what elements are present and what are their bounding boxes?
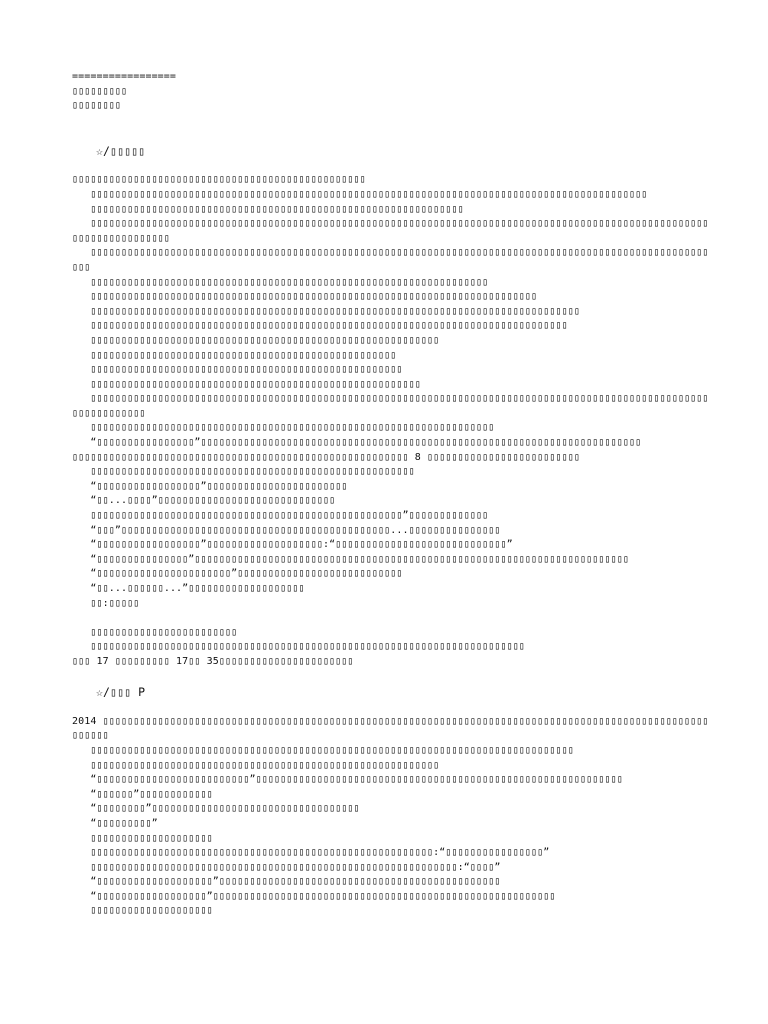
text-line: “▯▯▯▯▯▯▯▯▯▯▯▯▯▯▯▯▯▯”▯▯▯▯▯▯▯▯▯▯▯▯▯▯▯▯▯▯▯▯▯▯▯▯▯▯▯▯▯▯▯▯▯▯▯▯▯▯▯▯▯▯▯▯▯▯▯▯▯▯▯▯▯▯▯▯ — [72, 890, 556, 902]
text-line: ▯▯▯▯▯▯▯▯▯▯▯▯▯▯▯▯▯▯▯▯▯▯▯▯▯▯▯▯▯▯▯▯▯▯▯▯▯▯▯▯▯▯▯▯▯▯▯▯▯▯▯▯▯▯▯▯▯▯▯▯▯▯▯▯▯▯▯▯▯▯▯▯▯▯▯▯▯▯▯▯▯▯▯▯▯▯▯▯▯▯▯▯▯▯▯▯▯▯▯▯▯▯▯▯▯▯▯▯▯▯▯▯▯ — [72, 393, 709, 419]
text-line: “▯▯▯”▯▯▯▯▯▯▯▯▯▯▯▯▯▯▯▯▯▯▯▯▯▯▯▯▯▯▯▯▯▯▯▯▯▯▯▯▯▯▯▯▯▯▯▯...▯▯▯▯▯▯▯▯▯▯▯▯▯▯▯ — [72, 524, 501, 536]
text-line: “▯▯▯▯▯▯▯▯▯▯▯▯▯▯▯▯”▯▯▯▯▯▯▯▯▯▯▯▯▯▯▯▯▯▯▯▯▯▯▯▯▯▯▯▯▯▯▯▯▯▯▯▯▯▯▯▯▯▯▯▯▯▯▯▯▯▯▯▯▯▯▯▯▯▯▯▯▯▯▯▯▯▯▯▯▯▯▯▯ — [72, 437, 642, 449]
document-body — [72, 70, 712, 919]
text-line: ▯▯▯▯▯▯▯▯▯▯▯▯▯▯▯▯▯▯▯▯ — [72, 832, 213, 844]
text-line: ▯▯▯▯▯▯▯▯▯▯▯▯▯▯▯▯▯▯▯▯▯▯▯▯▯▯▯▯▯▯▯▯▯▯▯▯▯▯▯▯▯▯▯▯▯▯▯▯▯▯▯▯▯▯▯▯▯▯▯▯:“▯▯▯▯” — [72, 861, 501, 873]
blank-line — [72, 700, 712, 715]
text-line: ▯▯▯▯▯▯▯▯▯▯▯▯▯▯▯▯▯▯▯▯▯▯▯▯▯▯▯▯▯▯▯▯▯▯▯▯▯▯▯▯▯▯▯▯▯▯▯▯ — [72, 174, 366, 186]
text-line: ▯▯▯▯▯▯▯▯▯ — [72, 85, 128, 97]
text-line: ▯▯▯▯▯▯▯▯▯▯▯▯▯▯▯▯▯▯▯▯▯▯▯▯▯▯▯▯▯▯▯▯▯▯▯▯▯▯▯▯▯▯▯▯▯▯▯▯▯▯▯▯▯▯▯▯:“▯▯▯▯▯▯▯▯▯▯▯▯▯▯▯▯” — [72, 847, 550, 859]
text-line: ================= — [72, 71, 177, 82]
text-line: ▯▯▯ 17 ▯▯▯▯▯▯▯▯▯ 17▯▯ 35▯▯▯▯▯▯▯▯▯▯▯▯▯▯▯▯▯▯▯▯▯▯ — [72, 655, 354, 667]
text-line: ▯▯▯▯▯▯▯▯▯▯▯▯▯▯▯▯▯▯▯▯▯▯▯▯▯▯▯▯▯▯▯▯▯▯▯▯▯▯▯▯▯▯▯▯▯▯▯▯▯▯▯▯▯▯▯ 8 ▯▯▯▯▯▯▯▯▯▯▯▯▯▯▯▯▯▯▯▯▯▯▯▯▯ — [72, 451, 581, 463]
section-heading: ☆/▯▯▯ P — [96, 685, 146, 700]
text-line: ▯▯▯▯▯▯▯▯▯▯▯▯▯▯▯▯▯▯▯▯▯▯▯▯▯▯▯▯▯▯▯▯▯▯▯▯▯▯▯▯▯▯▯▯▯▯▯▯▯▯▯▯▯▯▯▯▯▯▯▯▯▯▯▯▯▯▯▯▯▯▯▯▯▯▯▯▯▯▯ — [72, 744, 574, 756]
blank-line — [72, 159, 712, 174]
text-line: “▯▯▯▯▯▯”▯▯▯▯▯▯▯▯▯▯▯▯ — [72, 788, 213, 800]
text-line: “▯▯▯▯▯▯▯▯”▯▯▯▯▯▯▯▯▯▯▯▯▯▯▯▯▯▯▯▯▯▯▯▯▯▯▯▯▯▯▯▯▯▯ — [72, 803, 360, 815]
text-line: 2014 ▯▯▯▯▯▯▯▯▯▯▯▯▯▯▯▯▯▯▯▯▯▯▯▯▯▯▯▯▯▯▯▯▯▯▯▯▯▯▯▯▯▯▯▯▯▯▯▯▯▯▯▯▯▯▯▯▯▯▯▯▯▯▯▯▯▯▯▯▯▯▯▯▯▯▯▯▯▯▯▯▯▯▯▯▯▯▯▯▯▯▯▯▯▯▯▯▯▯▯▯▯▯▯▯▯ — [72, 715, 709, 742]
text-line: “▯▯▯▯▯▯▯▯▯▯▯▯▯▯▯▯▯▯▯▯▯▯”▯▯▯▯▯▯▯▯▯▯▯▯▯▯▯▯▯▯▯▯▯▯▯▯▯▯▯ — [72, 568, 403, 580]
text-line: “▯▯▯▯▯▯▯▯▯▯▯▯▯▯▯▯▯”▯▯▯▯▯▯▯▯▯▯▯▯▯▯▯▯▯▯▯:“▯▯▯▯▯▯▯▯▯▯▯▯▯▯▯▯▯▯▯▯▯▯▯▯▯▯▯▯” — [72, 539, 513, 551]
section-heading: ☆/▯▯▯▯▯ — [96, 143, 146, 158]
text-line: ▯▯:▯▯▯▯▯ — [72, 597, 140, 609]
text-line: ▯▯▯▯▯▯▯▯▯▯▯▯▯▯▯▯▯▯▯▯▯▯▯▯▯▯▯▯▯▯▯▯▯▯▯▯▯▯▯▯▯▯▯▯▯▯▯▯▯▯▯▯▯▯▯▯▯ — [72, 759, 440, 771]
text-line: ▯▯▯▯▯▯▯▯▯▯▯▯▯▯▯▯▯▯▯▯▯▯▯▯▯▯▯▯▯▯▯▯▯▯▯▯▯▯▯▯▯▯▯▯▯▯▯▯▯▯▯▯▯▯▯▯▯▯▯▯▯▯▯▯▯▯▯▯▯▯▯▯▯▯▯▯▯▯▯▯▯▯▯▯▯▯▯▯▯▯▯ — [72, 188, 648, 200]
text-line: “▯▯...▯▯▯▯▯▯...”▯▯▯▯▯▯▯▯▯▯▯▯▯▯▯▯▯▯▯ — [72, 583, 305, 594]
blank-line — [72, 114, 712, 143]
text-line: ▯▯▯▯▯▯▯▯▯▯▯▯▯▯▯▯▯▯▯▯▯▯▯▯▯▯▯▯▯▯▯▯▯▯▯▯▯▯▯▯▯▯▯▯▯▯▯▯▯▯▯▯▯▯▯▯▯▯▯▯▯▯▯▯▯▯▯▯▯▯▯▯▯▯▯▯▯▯▯▯▯▯▯▯▯▯▯▯▯▯▯▯▯▯▯▯▯▯▯▯▯▯▯▯ — [72, 247, 709, 273]
text-line: ▯▯▯▯▯▯▯▯▯▯▯▯▯▯▯▯▯▯▯▯▯▯▯▯▯▯▯▯▯▯▯▯▯▯▯▯▯▯▯▯▯▯▯▯▯▯▯▯▯▯▯▯▯▯▯▯▯▯▯▯▯▯▯▯▯▯▯▯▯▯▯ — [72, 641, 525, 653]
text-line: ▯▯▯▯▯▯▯▯▯▯▯▯▯▯▯▯▯▯▯▯▯▯▯▯▯▯▯▯▯▯▯▯▯▯▯▯▯▯▯▯▯▯▯▯▯▯▯▯▯▯▯▯▯▯▯▯▯▯▯▯▯▯▯▯▯▯▯▯▯▯▯▯▯▯▯▯▯▯▯▯ — [72, 305, 581, 317]
text-line: ▯▯▯▯▯▯▯▯▯▯▯▯▯▯▯▯▯▯▯▯▯▯▯▯ — [72, 626, 238, 638]
text-line: ▯▯▯▯▯▯▯▯▯▯▯▯▯▯▯▯▯▯▯▯▯▯▯▯▯▯▯▯▯▯▯▯▯▯▯▯▯▯▯▯▯▯▯▯▯▯▯▯▯▯▯▯▯▯▯▯▯▯▯▯▯▯▯▯▯▯ — [72, 422, 495, 434]
text-line: “▯▯▯▯▯▯▯▯▯” — [72, 817, 158, 829]
text-line: “▯▯▯▯▯▯▯▯▯▯▯▯▯▯▯▯▯”▯▯▯▯▯▯▯▯▯▯▯▯▯▯▯▯▯▯▯▯▯▯▯ — [72, 480, 348, 492]
text-line: “▯▯▯▯▯▯▯▯▯▯▯▯▯▯▯▯▯▯▯”▯▯▯▯▯▯▯▯▯▯▯▯▯▯▯▯▯▯▯▯▯▯▯▯▯▯▯▯▯▯▯▯▯▯▯▯▯▯▯▯▯▯▯▯▯▯ — [72, 876, 501, 888]
text-line: ▯▯▯▯▯▯▯▯▯▯▯▯▯▯▯▯▯▯▯▯▯▯▯▯▯▯▯▯▯▯▯▯▯▯▯▯▯▯▯▯▯▯▯▯▯▯▯▯▯▯ — [72, 349, 397, 361]
blank-line — [72, 611, 712, 626]
text-line: “▯▯▯▯▯▯▯▯▯▯▯▯▯▯▯”▯▯▯▯▯▯▯▯▯▯▯▯▯▯▯▯▯▯▯▯▯▯▯▯▯▯▯▯▯▯▯▯▯▯▯▯▯▯▯▯▯▯▯▯▯▯▯▯▯▯▯▯▯▯▯▯▯▯▯▯▯▯▯▯▯▯▯▯▯▯▯ — [72, 553, 629, 565]
text-line: ▯▯▯▯▯▯▯▯▯▯▯▯▯▯▯▯▯▯▯▯▯▯▯▯▯▯▯▯▯▯▯▯▯▯▯▯▯▯▯▯▯▯▯▯▯▯▯▯▯▯▯▯▯▯▯▯▯▯▯▯▯ — [72, 203, 464, 215]
text-line: ▯▯▯▯▯▯▯▯▯▯▯▯▯▯▯▯▯▯▯▯▯▯▯▯▯▯▯▯▯▯▯▯▯▯▯▯▯▯▯▯▯▯▯▯▯▯▯▯▯▯▯▯▯▯▯▯▯▯▯▯▯▯▯▯▯▯▯▯▯▯▯▯▯ — [72, 291, 538, 303]
text-line: ▯▯▯▯▯▯▯▯▯▯▯▯▯▯▯▯▯▯▯▯ — [72, 905, 213, 917]
text-line: ▯▯▯▯▯▯▯▯▯▯▯▯▯▯▯▯▯▯▯▯▯▯▯▯▯▯▯▯▯▯▯▯▯▯▯▯▯▯▯▯▯▯▯▯▯▯▯▯▯▯▯▯▯▯▯▯▯▯▯▯▯▯▯▯▯▯▯▯▯▯▯▯▯▯▯▯▯▯▯▯▯▯▯▯▯▯▯▯▯▯▯▯▯▯▯▯▯▯▯▯▯▯▯▯▯▯▯▯▯▯▯▯▯▯▯▯▯ — [72, 218, 709, 244]
text-line: “▯▯▯▯▯▯▯▯▯▯▯▯▯▯▯▯▯▯▯▯▯▯▯▯▯”▯▯▯▯▯▯▯▯▯▯▯▯▯▯▯▯▯▯▯▯▯▯▯▯▯▯▯▯▯▯▯▯▯▯▯▯▯▯▯▯▯▯▯▯▯▯▯▯▯▯▯▯▯▯▯▯▯▯▯▯ — [72, 774, 623, 786]
text-line: ▯▯▯▯▯▯▯▯ — [72, 100, 121, 112]
text-line: ▯▯▯▯▯▯▯▯▯▯▯▯▯▯▯▯▯▯▯▯▯▯▯▯▯▯▯▯▯▯▯▯▯▯▯▯▯▯▯▯▯▯▯▯▯▯▯▯▯▯▯ — [72, 364, 403, 376]
text-line: ▯▯▯▯▯▯▯▯▯▯▯▯▯▯▯▯▯▯▯▯▯▯▯▯▯▯▯▯▯▯▯▯▯▯▯▯▯▯▯▯▯▯▯▯▯▯▯▯▯▯▯▯▯▯▯▯▯ — [72, 334, 440, 346]
text-line: ▯▯▯▯▯▯▯▯▯▯▯▯▯▯▯▯▯▯▯▯▯▯▯▯▯▯▯▯▯▯▯▯▯▯▯▯▯▯▯▯▯▯▯▯▯▯▯▯▯▯▯▯▯▯▯▯▯▯▯▯▯▯▯▯▯▯▯▯▯▯▯▯▯▯▯▯▯▯ — [72, 320, 568, 332]
text-line: ▯▯▯▯▯▯▯▯▯▯▯▯▯▯▯▯▯▯▯▯▯▯▯▯▯▯▯▯▯▯▯▯▯▯▯▯▯▯▯▯▯▯▯▯▯▯▯▯▯▯▯▯▯▯ — [72, 378, 421, 390]
text-line: “▯▯...▯▯▯▯”▯▯▯▯▯▯▯▯▯▯▯▯▯▯▯▯▯▯▯▯▯▯▯▯▯▯▯▯▯ — [72, 495, 336, 507]
blank-line — [72, 670, 712, 685]
text-line: ▯▯▯▯▯▯▯▯▯▯▯▯▯▯▯▯▯▯▯▯▯▯▯▯▯▯▯▯▯▯▯▯▯▯▯▯▯▯▯▯▯▯▯▯▯▯▯▯▯▯▯▯▯▯▯▯▯▯▯▯▯▯▯▯▯ — [72, 276, 489, 288]
text-line: ▯▯▯▯▯▯▯▯▯▯▯▯▯▯▯▯▯▯▯▯▯▯▯▯▯▯▯▯▯▯▯▯▯▯▯▯▯▯▯▯▯▯▯▯▯▯▯▯▯▯▯”▯▯▯▯▯▯▯▯▯▯▯▯▯ — [72, 510, 489, 522]
text-line: ▯▯▯▯▯▯▯▯▯▯▯▯▯▯▯▯▯▯▯▯▯▯▯▯▯▯▯▯▯▯▯▯▯▯▯▯▯▯▯▯▯▯▯▯▯▯▯▯▯▯▯▯▯ — [72, 466, 415, 478]
